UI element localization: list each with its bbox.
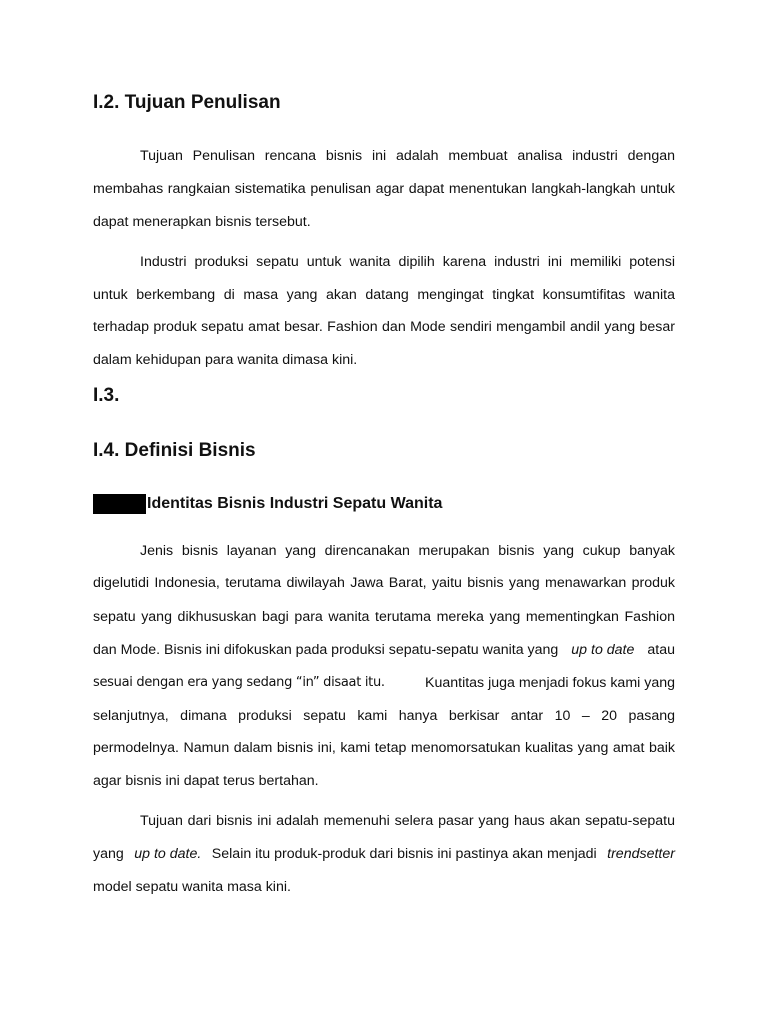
paragraph-line: sesuai dengan era yang sedang “in” disaat itu. Kuantitas juga menjadi fokus kami yang xyxy=(93,675,675,691)
paragraph-line: membahas rangkaian sistematika penulisan agar dapat menentukan langkah-langkah untuk xyxy=(93,181,675,197)
paragraph-line: model sepatu wanita masa kini. xyxy=(93,879,291,895)
section-heading-1-3: I.3. xyxy=(93,385,120,406)
paragraph-line: digelutidi Indonesia, terutama diwilayah Jawa Barat, yaitu bisnis yang menawarkan produk xyxy=(93,575,675,591)
paragraph-line: untuk berkembang di masa yang akan datang mengingat tingkat konsumtifitas wanita xyxy=(93,287,675,303)
paragraph-line: sepatu yang dikhususkan bagi para wanita terutama mereka yang mementingkan Fashion xyxy=(93,609,675,625)
paragraph-line: yang up to date. Selain itu produk-produk dari bisnis ini pastinya akan menjadi trendsetter xyxy=(93,846,675,862)
subheading-text: Identitas Bisnis Industri Sepatu Wanita xyxy=(147,495,443,512)
paragraph-line: Jenis bisnis layanan yang direncanakan merupakan bisnis yang cukup banyak xyxy=(140,543,675,559)
paragraph-line: Tujuan dari bisnis ini adalah memenuhi selera pasar yang haus akan sepatu-sepatu xyxy=(140,813,675,829)
paragraph-line: dalam kehidupan para wanita dimasa kini. xyxy=(93,352,358,368)
paragraph-line: terhadap produk sepatu amat besar. Fashion dan Mode sendiri mengambil andil yang besar xyxy=(93,319,675,335)
paragraph-line: dapat menerapkan bisnis tersebut. xyxy=(93,214,311,230)
redaction-block xyxy=(93,494,146,514)
italic-text: trendsetter xyxy=(607,846,675,862)
section-heading-1-4: I.4. Definisi Bisnis xyxy=(93,440,256,461)
section-heading-1-2: I.2. Tujuan Penulisan xyxy=(93,92,281,113)
subheading xyxy=(93,494,442,514)
italic-text: up to date. xyxy=(134,846,202,862)
paragraph-line: agar bisnis ini dapat terus bertahan. xyxy=(93,773,319,789)
paragraph-line: dan Mode. Bisnis ini difokuskan pada produksi sepatu-sepatu wanita yang up to date atau xyxy=(93,642,675,658)
paragraph-line: selanjutnya, dimana produksi sepatu kami hanya berkisar antar 10 – 20 pasang xyxy=(93,708,675,724)
italic-text: up to date xyxy=(571,642,635,658)
paragraph-line: Tujuan Penulisan rencana bisnis ini adalah membuat analisa industri dengan xyxy=(140,148,675,164)
paragraph-line: Industri produksi sepatu untuk wanita dipilih karena industri ini memiliki potensi xyxy=(140,254,675,270)
paragraph-line: permodelnya. Namun dalam bisnis ini, kami tetap menomorsatukan kualitas yang amat baik xyxy=(93,740,675,756)
